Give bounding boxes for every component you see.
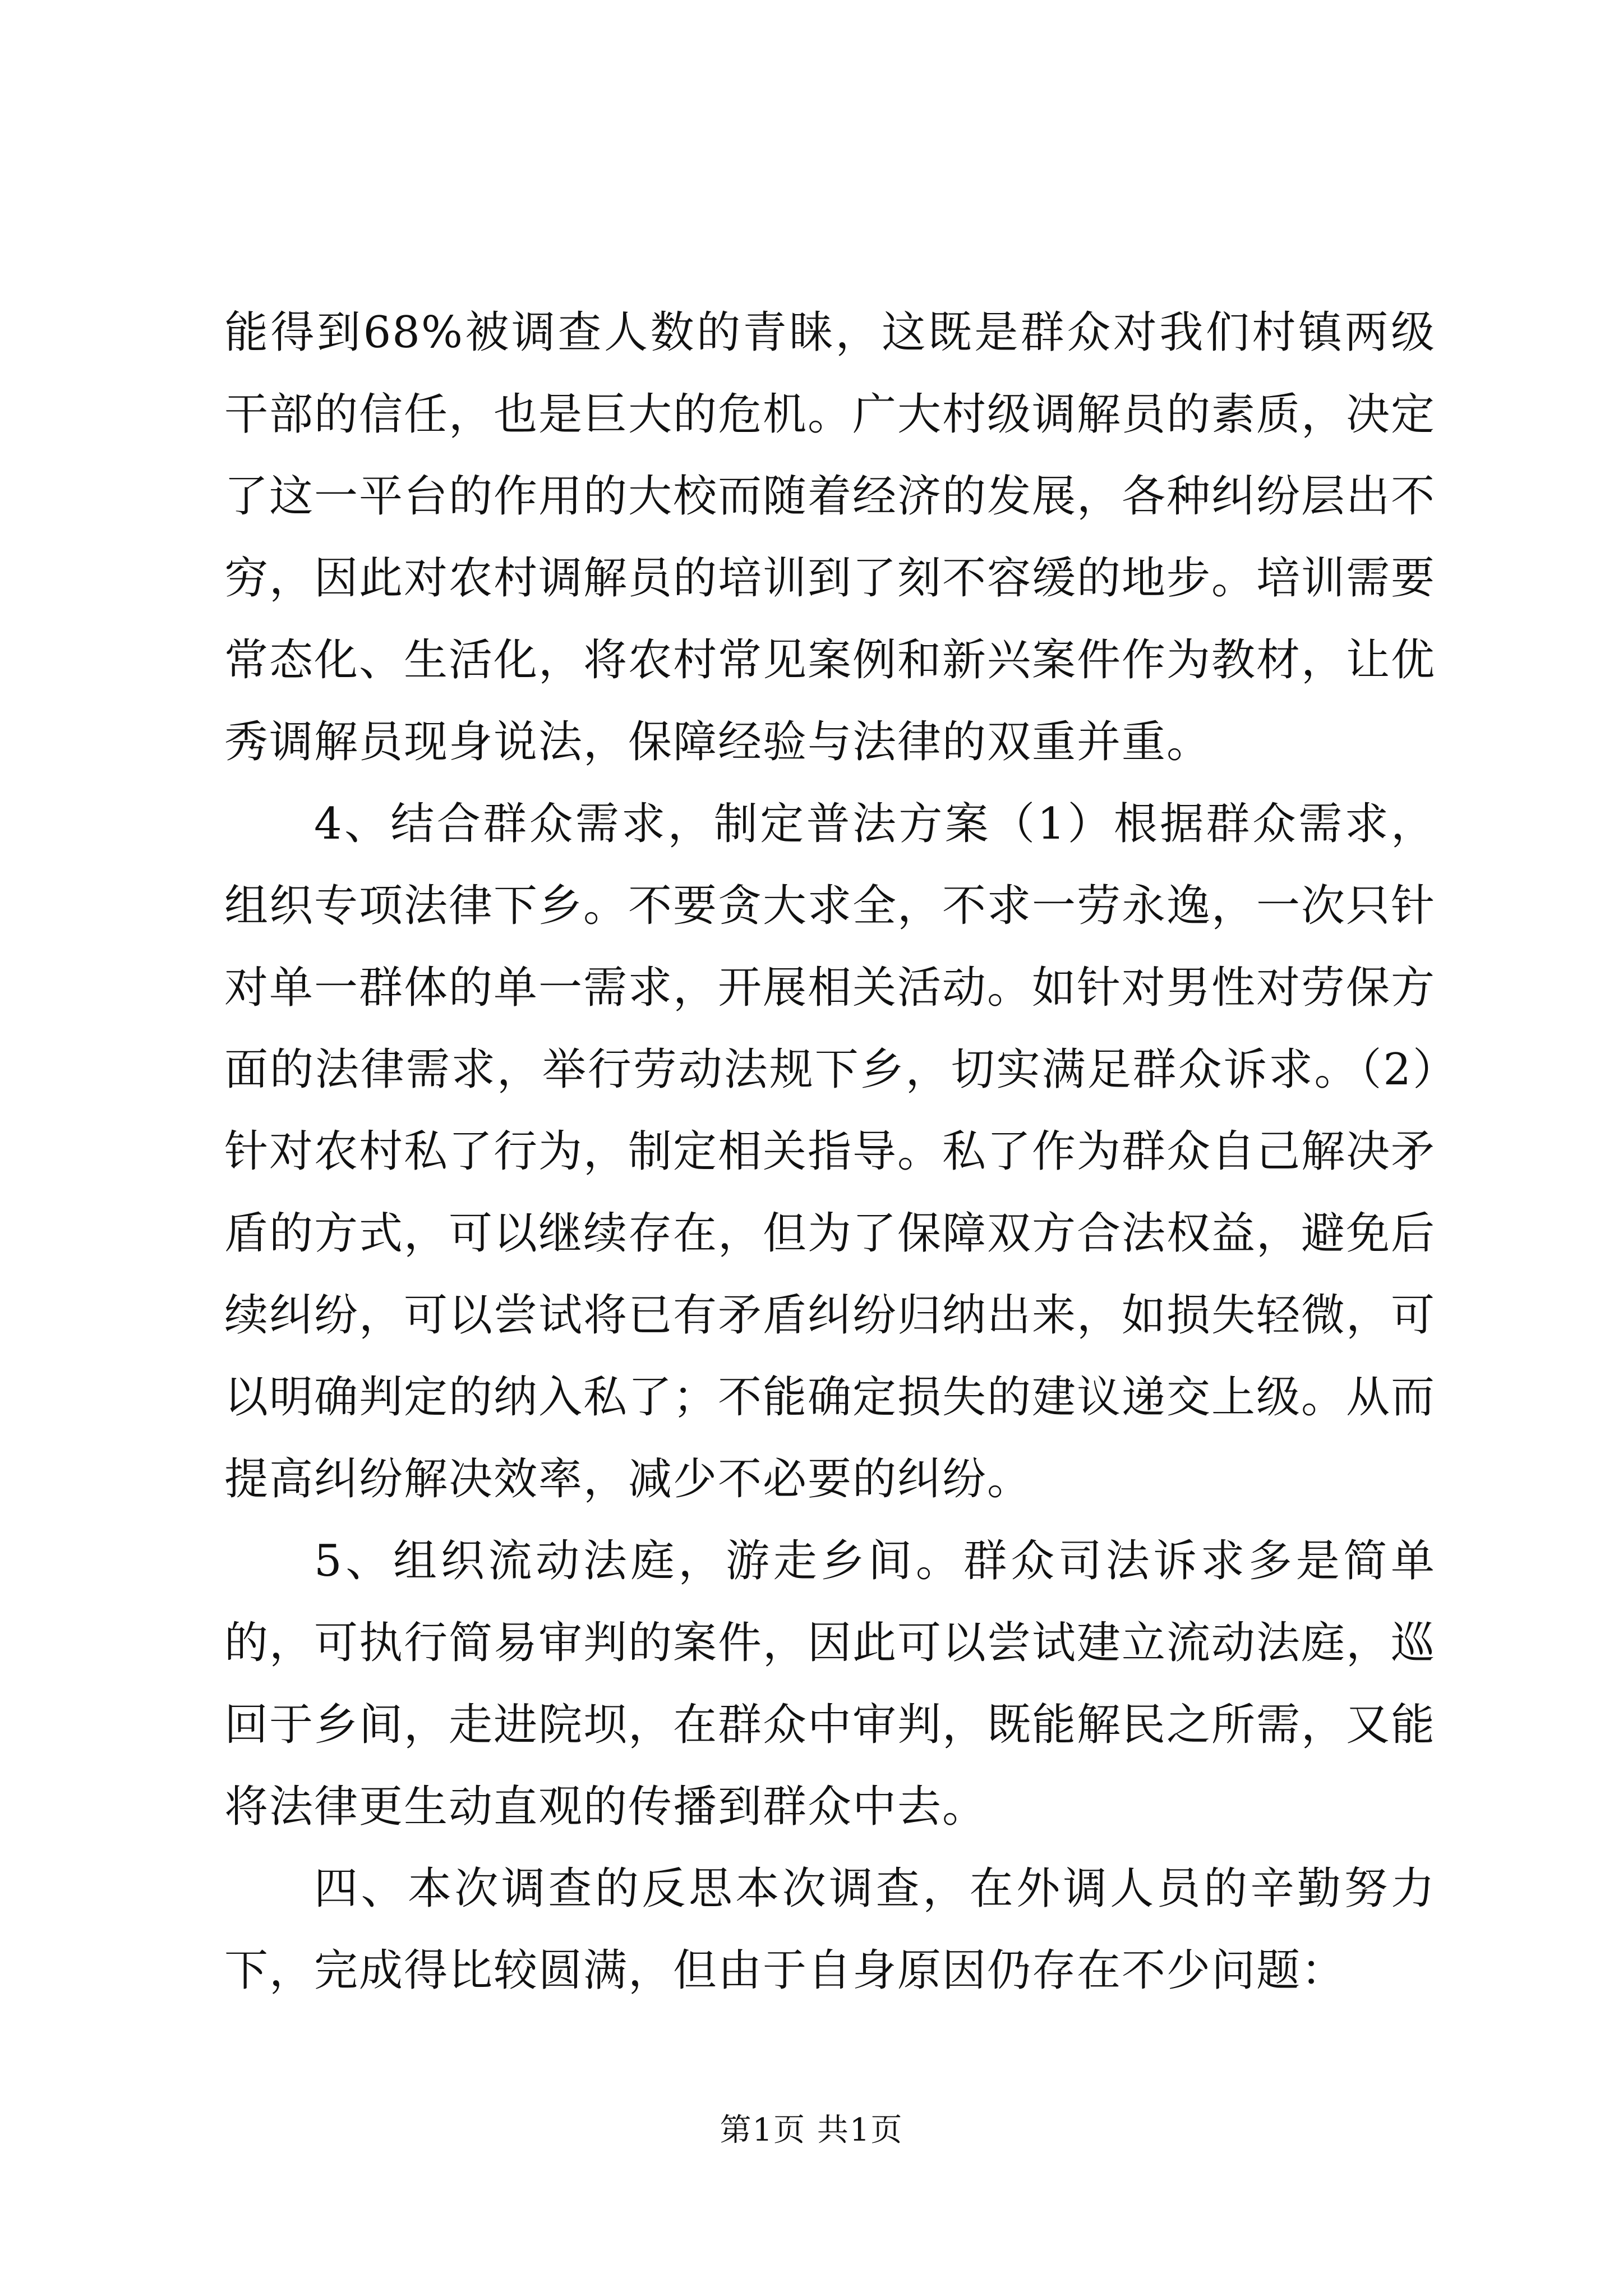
page-footer: 第1页 共1页 xyxy=(720,2112,903,2148)
paragraph-1: 能得到68%被调查人数的青睐，这既是群众对我们村镇两级干部的信任，也是巨大的危机。广大村级调解员的素质，决定了这一平台的作用的大校而随着经济的发展，各种纠纷层出不穷，因此对农村调解员的培训到了刻不容缓的地步。培训需要常态化、生活化，将农村常见案例和新兴案件作为教材，让优秀调解员现身说法，保障经验与法律的双重并重。 xyxy=(224,307,1436,767)
paragraph-2: 4、结合群众需求，制定普法方案（1）根据群众需求，组织专项法律下乡。不要贪大求全，不求一劳永逸，一次只针对单一群体的单一需求，开展相关活动。如针对男性对劳保方面的法律需求，举行劳动法规下乡，切实满足群众诉求。（2）针对农村私了行为，制定相关指导。私了作为群众自己解决矛盾的方式，可以继续存在，但为了保障双方合法权益，避免后续纠纷，可以尝试将已有矛盾纠纷归纳出来，如损失轻微，可以明确判定的纳入私了；不能确定损失的建议递交上级。从而提高纠纷解决效率，减少不必要的纠纷。 xyxy=(224,799,1436,1504)
paragraph-3: 5、组织流动法庭，游走乡间。群众司法诉求多是简单的，可执行简易审判的案件，因此可以尝试建立流动法庭，巡回于乡间，走进院坝，在群众中审判，既能解民之所需，又能将法律更生动直观的传播到群众中去。 xyxy=(224,1536,1436,1832)
document-body xyxy=(224,292,1436,2012)
paragraph-4: 四、本次调查的反思本次调查，在外调人员的辛勤努力下，完成得比较圆满，但由于自身原因仍存在不少问题： xyxy=(224,1864,1436,1996)
